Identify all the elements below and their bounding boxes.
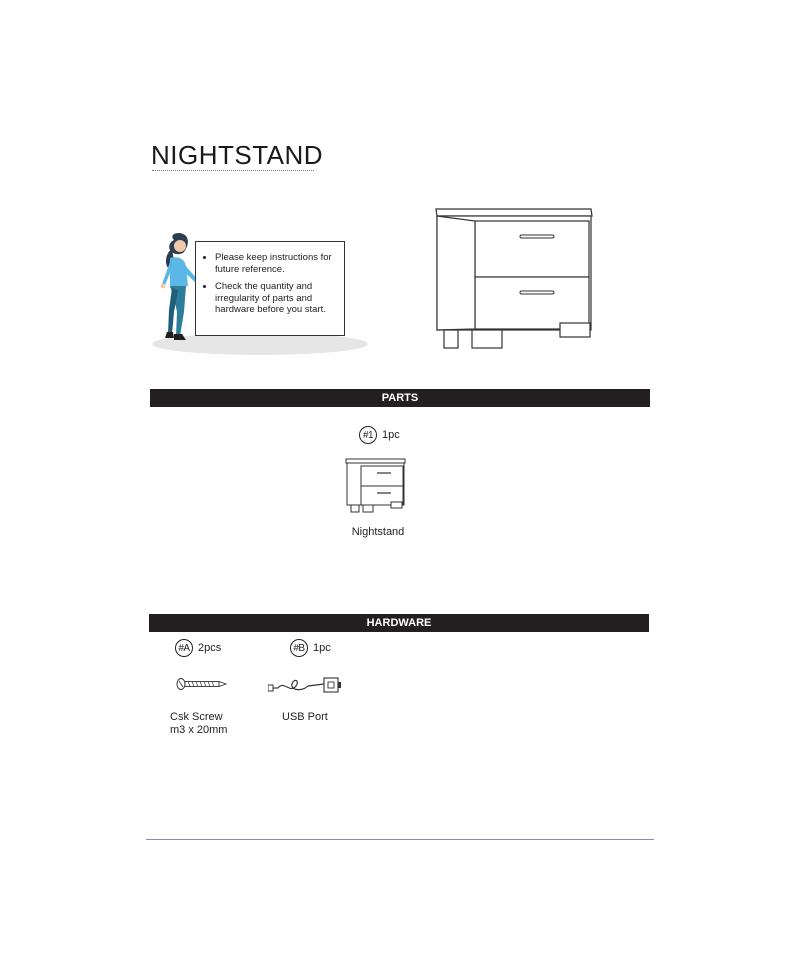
hardware-section-header: HARDWARE bbox=[149, 614, 649, 632]
hardware-b-badge: #B bbox=[290, 639, 308, 657]
hardware-a-qty: 2pcs bbox=[198, 642, 222, 654]
title-underline bbox=[152, 170, 314, 171]
page-title: NIGHTSTAND bbox=[151, 140, 324, 170]
hardware-a-name-line1: Csk Screw bbox=[170, 711, 223, 723]
note-keep-instructions: • Please keep instructions for future reference. bbox=[215, 252, 336, 275]
instruction-notes-box bbox=[195, 241, 345, 336]
note-check-parts: • Check the quantity and irregularity of parts and hardware before you start. bbox=[215, 281, 336, 316]
hardware-b-name: USB Port bbox=[282, 711, 328, 723]
part-1-qty: 1pc bbox=[382, 429, 400, 441]
hardware-b-quantity bbox=[290, 639, 331, 657]
nightstand-illustration-small bbox=[345, 458, 407, 514]
part-1-badge: #1 bbox=[359, 426, 377, 444]
screw-icon bbox=[176, 677, 228, 691]
hardware-b-qty: 1pc bbox=[313, 642, 331, 654]
hardware-a-quantity bbox=[175, 639, 221, 657]
parts-section-header: PARTS bbox=[150, 389, 650, 407]
hardware-a-name-line2: m3 x 20mm bbox=[170, 724, 228, 736]
hardware-a-name bbox=[170, 711, 227, 737]
usb-port-icon bbox=[268, 674, 344, 696]
nightstand-illustration-large bbox=[432, 205, 597, 353]
page-footer-divider bbox=[146, 839, 654, 840]
part-1-name: Nightstand bbox=[351, 526, 405, 538]
hardware-a-badge: #A bbox=[175, 639, 193, 657]
part-1-quantity bbox=[359, 426, 400, 444]
